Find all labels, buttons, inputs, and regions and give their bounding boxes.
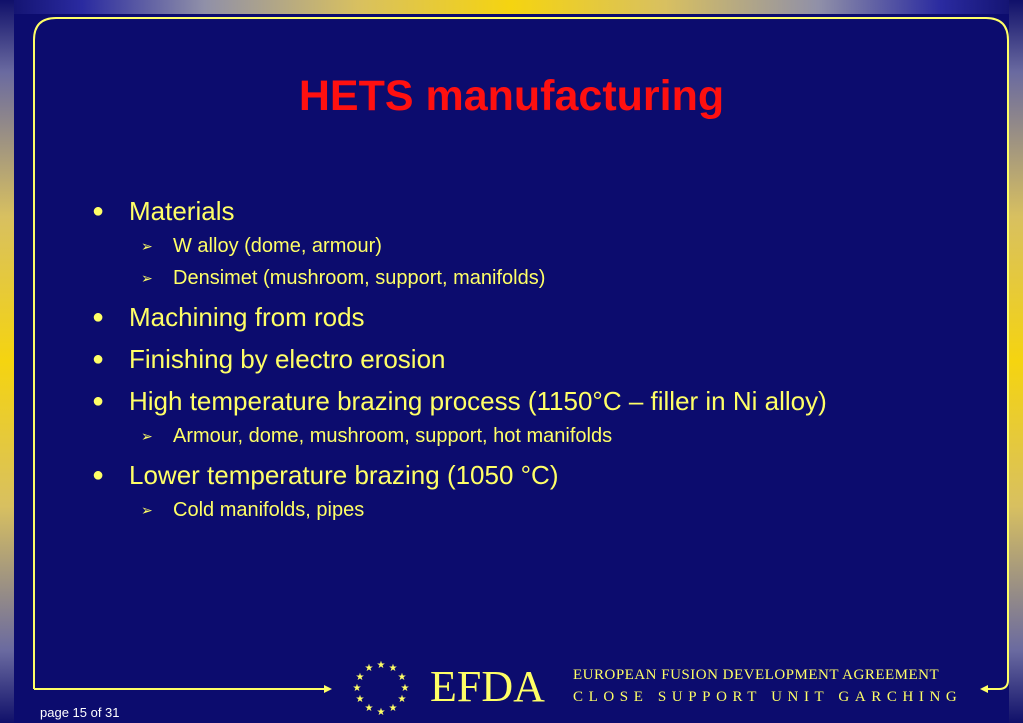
sub-bullet-item <box>92 424 827 448</box>
bullet-item <box>92 302 827 332</box>
sub-bullet-text: Densimet (mushroom, support, manifolds) <box>173 267 546 289</box>
bullet-dot-icon: ● <box>92 390 105 412</box>
efda-org-name: EUROPEAN FUSION DEVELOPMENT AGREEMENT <box>573 667 940 683</box>
sub-bullet-text: W alloy (dome, armour) <box>173 235 382 257</box>
svg-text:★: ★ <box>352 683 362 694</box>
svg-text:★: ★ <box>376 660 386 671</box>
svg-text:★: ★ <box>355 694 365 705</box>
bullet-text: Finishing by electro erosion <box>129 344 446 374</box>
bullet-dot-icon: ● <box>92 200 105 222</box>
bullet-text: Materials <box>129 196 235 226</box>
bullet-item <box>92 460 827 490</box>
bullet-item <box>92 196 827 226</box>
arrow-bullet-icon: ➢ <box>141 428 153 444</box>
bullet-dot-icon: ● <box>92 464 105 486</box>
sub-bullet-item <box>92 266 827 290</box>
bullet-item <box>92 344 827 374</box>
sub-bullet-item <box>92 234 827 258</box>
bullet-list <box>92 196 827 522</box>
arrow-bullet-icon: ➢ <box>141 238 153 254</box>
eu-stars-icon <box>350 658 412 716</box>
svg-text:★: ★ <box>388 663 398 674</box>
bullet-text: High temperature brazing process (1150°C – filler in Ni alloy) <box>129 386 827 416</box>
bullet-dot-icon: ● <box>92 348 105 370</box>
svg-text:★: ★ <box>376 707 386 716</box>
svg-text:★: ★ <box>355 672 365 683</box>
arrow-bullet-icon: ➢ <box>141 270 153 286</box>
efda-logo-text: EFDA <box>430 662 545 711</box>
svg-text:★: ★ <box>388 703 398 714</box>
bullet-text: Machining from rods <box>129 302 365 332</box>
bullet-dot-icon: ● <box>92 306 105 328</box>
svg-text:★: ★ <box>364 703 374 714</box>
efda-org-sub: CLOSE SUPPORT UNIT GARCHING <box>573 689 963 705</box>
sub-bullet-text: Cold manifolds, pipes <box>173 499 365 521</box>
arrow-bullet-icon: ➢ <box>141 502 153 518</box>
svg-text:★: ★ <box>400 683 410 694</box>
sub-bullet-item <box>92 498 827 522</box>
svg-text:★: ★ <box>397 694 407 705</box>
slide-title: HETS manufacturing <box>298 72 725 120</box>
bullet-item <box>92 386 827 416</box>
sub-bullet-text: Armour, dome, mushroom, support, hot manifolds <box>173 425 613 447</box>
svg-text:★: ★ <box>397 672 407 683</box>
bullet-text: Lower temperature brazing (1050 °C) <box>129 460 559 490</box>
page-number: page 15 of 31 <box>40 705 120 720</box>
svg-text:★: ★ <box>364 663 374 674</box>
